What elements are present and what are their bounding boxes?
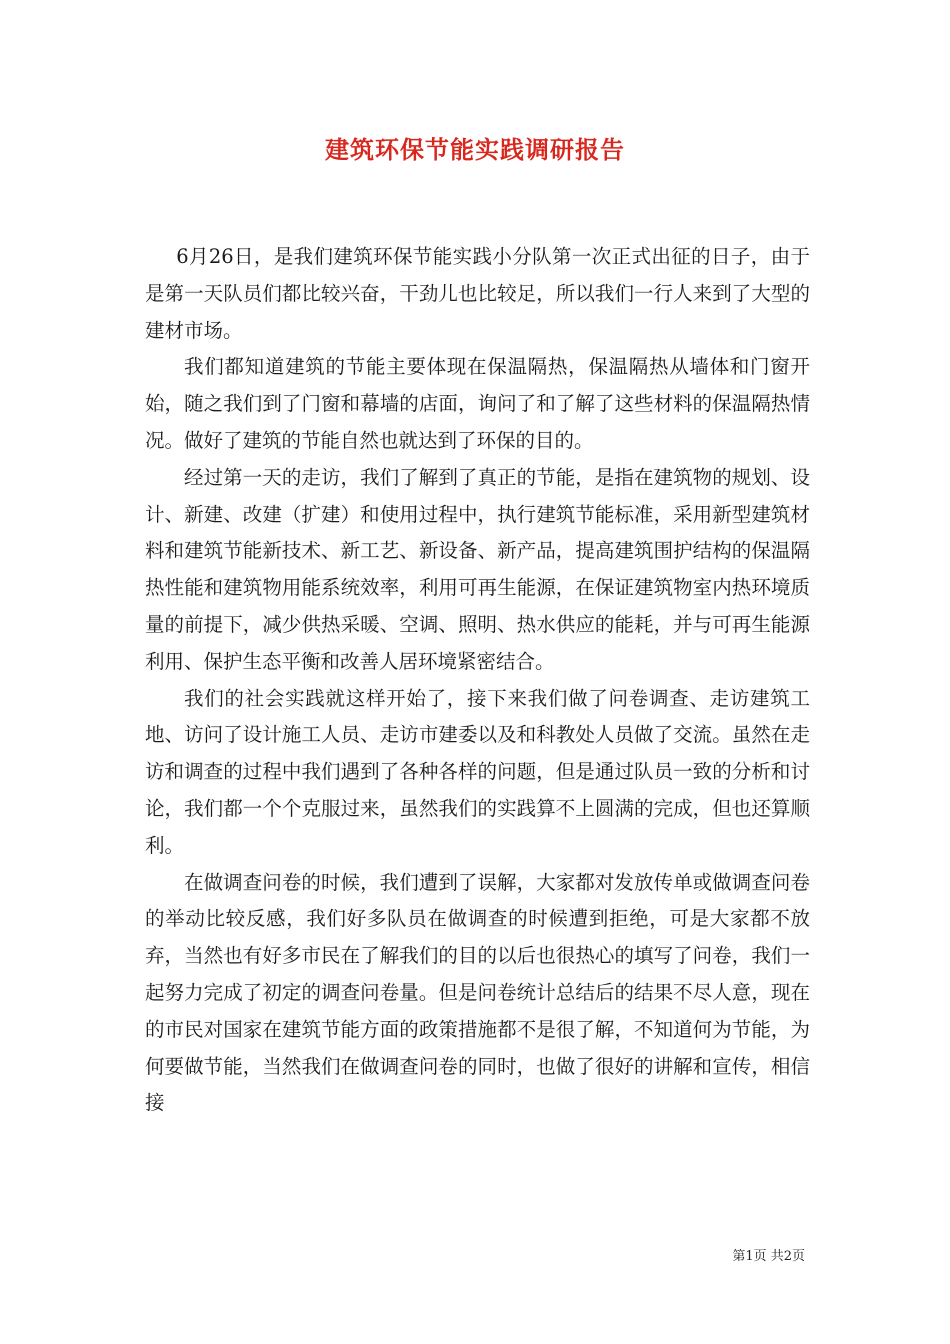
paragraph-5: 在做调查问卷的时候，我们遭到了误解，大家都对发放传单或做调查问卷的举动比较反感，我们好多队员在做调查的时候遭到拒绝，可是大家都不放弃，当然也有好多市民在了解我们的目的以后也很热心的填写了问卷，我们一起努力完成了初定的调查问卷量。但是问卷统计总结后的结果不尽人意，现在的市民对国家在建筑节能方面的政策措施都不是很了解，不知道何为节能，为何要做节能，当然我们在做调查问卷的同时，也做了很好的讲解和宣传，相信接 — [145, 870, 810, 1115]
document-body — [145, 239, 810, 1122]
page-title: 建筑环保节能实践调研报告 — [325, 135, 625, 164]
paragraph-3: 经过第一天的走访，我们了解到了真正的节能，是指在建筑物的规划、设计、新建、改建（扩建）和使用过程中，执行建筑节能标准，采用新型建筑材料和建筑节能新技术、新工艺、新设备、新产品，提高建筑围护结构的保温隔热性能和建筑物用能系统效率，利用可再生能源，在保证建筑物室内热环境质量的前提下，减少供热采暖、空调、照明、热水供应的能耗，并与可再生能源利用、保护生态平衡和改善人居环境紧密结合。 — [145, 465, 810, 673]
page-number: 第1页 共2页 — [732, 1249, 805, 1264]
paragraph-2: 我们都知道建筑的节能主要体现在保温隔热，保温隔热从墙体和门窗开始，随之我们到了门窗和幕墙的店面，询问了和了解了这些材料的保温隔热情况。做好了建筑的节能自然也就达到了环保的目的。 — [145, 355, 810, 452]
paragraph-4: 我们的社会实践就这样开始了，接下来我们做了问卷调查、走访建筑工地、访问了设计施工人员、走访市建委以及和科教处人员做了交流。虽然在走访和调查的过程中我们遇到了各种各样的问题，但是通过队员一致的分析和讨论，我们都一个个克服过来，虽然我们的实践算不上圆满的完成，但也还算顺利。 — [145, 686, 810, 857]
paragraph-1: 6月26日，是我们建筑环保节能实践小分队第一次正式出征的日子，由于是第一天队员们都比较兴奋，干劲儿也比较足，所以我们一行人来到了大型的建材市场。 — [145, 245, 810, 342]
